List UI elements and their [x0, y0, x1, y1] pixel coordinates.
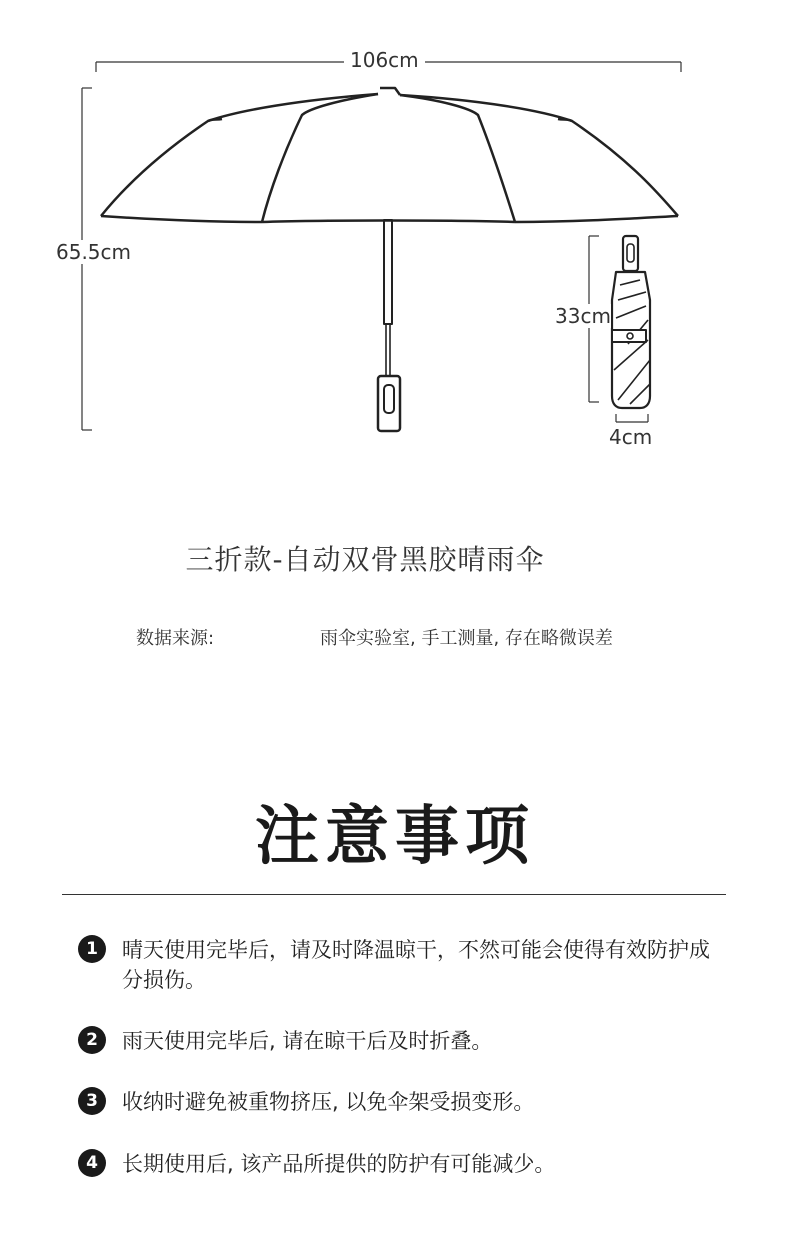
divider: [62, 894, 726, 895]
notice-item-text: 收纳时避免被重物挤压, 以免伞架受损变形。: [122, 1090, 535, 1114]
folded-width-label: 4cm: [609, 425, 653, 449]
source-value: 雨伞实验室, 手工测量, 存在略微误差: [320, 628, 613, 649]
open-height-label: 65.5cm: [56, 240, 132, 264]
notice-item-text: 雨天使用完毕后, 请在晾干后及时折叠。: [122, 1029, 493, 1053]
product-name: 三折款-自动双骨黑胶晴雨伞: [185, 543, 545, 576]
source-label: 数据来源:: [136, 628, 215, 649]
open-umbrella-icon: [101, 88, 678, 431]
open-width-label: 106cm: [344, 48, 425, 72]
folded-width-dimension-line: [616, 414, 648, 422]
notice-title: 注意事项: [255, 800, 535, 874]
notice-item-text: 晴天使用完毕后，请及时降温晾干，不然可能会使得有效防护成分损伤。: [122, 938, 710, 992]
folded-length-label: 33cm: [555, 304, 611, 328]
number-badge: 3: [78, 1087, 106, 1115]
number-badge: 1: [78, 935, 106, 963]
folded-umbrella-icon: [612, 236, 650, 408]
number-badge: 2: [78, 1026, 106, 1054]
number-badge: 4: [78, 1149, 106, 1177]
notice-item-text: 长期使用后, 该产品所提供的防护有可能减少。: [122, 1152, 556, 1176]
